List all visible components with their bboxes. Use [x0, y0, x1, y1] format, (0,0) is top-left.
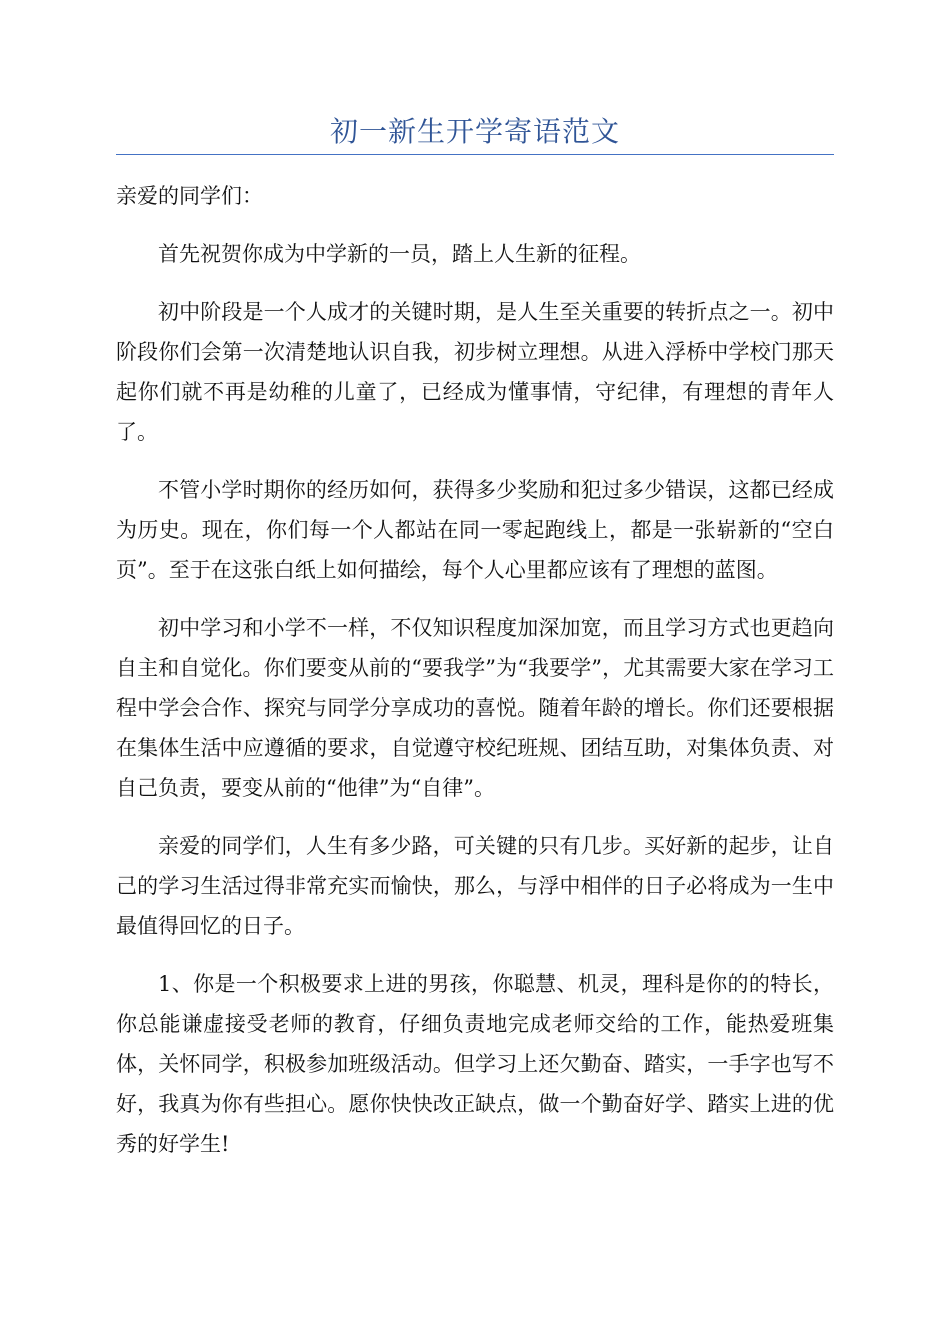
greeting-paragraph: 亲爱的同学们： [116, 184, 263, 208]
body-paragraph: 初中学习和小学不一样，不仅知识程度加深加宽，而且学习方式也更趋向自主和自觉化。你们要变从前的“要我学”为“我要学”，尤其需要大家在学习工程中学会合作、探究与同学分享成功的喜悦。随着年龄的增长。你们还要根据在集体生活中应遵循的要求，自觉遵守校纪班规、团结互助，对集体负责、对自己负责，要变从前的“他律”为“自律”。 [116, 616, 834, 800]
body-paragraph: 首先祝贺你成为中学新的一员，踏上人生新的征程。 [158, 242, 641, 266]
body-paragraph: 不管小学时期你的经历如何，获得多少奖励和犯过多少错误，这都已经成为历史。现在，你们每一个人都站在同一零起跑线上，都是一张崭新的“空白页”。至于在这张白纸上如何描绘，每个人心里都应该有了理想的蓝图。 [116, 478, 834, 582]
title-underline [116, 154, 834, 155]
document-body [116, 176, 834, 1182]
body-paragraph: 亲爱的同学们，人生有多少路，可关键的只有几步。买好新的起步，让自己的学习生活过得非常充实而愉快，那么，与浮中相伴的日子必将成为一生中最值得回忆的日子。 [116, 834, 834, 938]
document-title: 初一新生开学寄语范文 [329, 115, 620, 148]
body-paragraph: 1、你是一个积极要求上进的男孩，你聪慧、机灵，理科是你的的特长，你总能谦虚接受老师的教育，仔细负责地完成老师交给的工作，能热爱班集体，关怀同学，积极参加班级活动。但学习上还欠勤奋、踏实，一手字也写不好，我真为你有些担心。愿你快快改正缺点，做一个勤奋好学、踏实上进的优秀的好学生! [116, 972, 834, 1156]
body-paragraph: 初中阶段是一个人成才的关键时期，是人生至关重要的转折点之一。初中阶段你们会第一次清楚地认识自我，初步树立理想。从进入浮桥中学校门那天起你们就不再是幼稚的儿童了，已经成为懂事情，守纪律，有理想的青年人了。 [116, 300, 834, 444]
